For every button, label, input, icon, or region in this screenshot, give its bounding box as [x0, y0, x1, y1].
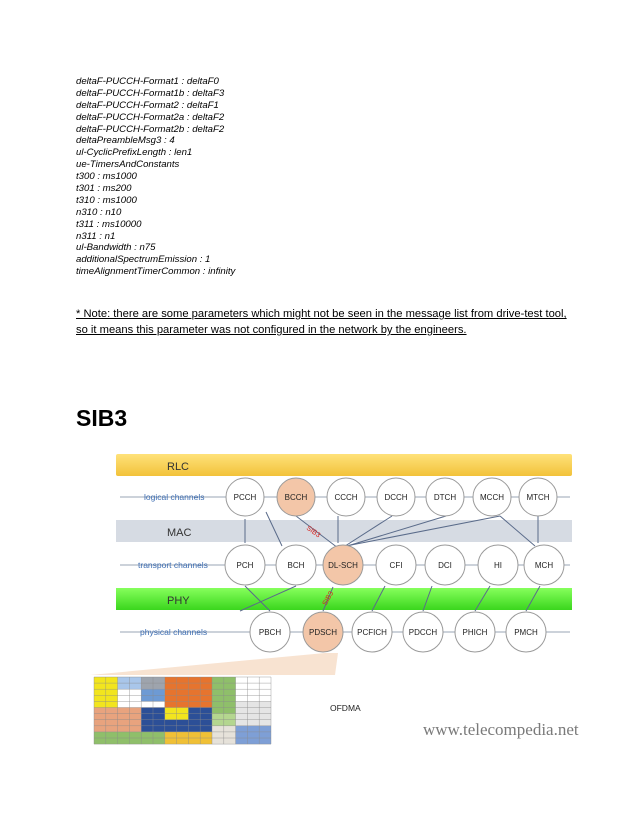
- pdsch-projection: [90, 653, 338, 675]
- physical-row-label: physical channels: [140, 627, 208, 637]
- logical-label-mtch: MTCH: [526, 493, 550, 502]
- parameter-line: deltaF-PUCCH-Format2b : deltaF2: [76, 123, 225, 135]
- resource-block: [236, 726, 271, 744]
- parameter-list: [76, 76, 235, 278]
- parameter-line: ul-CyclicPrefixLength : len1: [76, 147, 193, 159]
- logical-row-label: logical channels: [144, 492, 205, 502]
- parameter-line: timeAlignmentTimerCommon : infinity: [76, 266, 236, 278]
- parameter-line: t311 : ms10000: [76, 218, 142, 230]
- parameter-line: deltaF-PUCCH-Format1 : deltaF0: [76, 76, 219, 87]
- logical-label-dtch: DTCH: [433, 493, 457, 502]
- parameter-line: t310 : ms1000: [76, 194, 137, 206]
- physical-label-phich: PHICH: [462, 628, 488, 637]
- parameter-line: deltaF-PUCCH-Format2a : deltaF2: [76, 111, 225, 123]
- logical-label-dcch: DCCH: [384, 493, 408, 502]
- transport-label-cfi: CFI: [389, 561, 403, 570]
- transport-label-pch: PCH: [236, 561, 254, 570]
- parameter-line: deltaF-PUCCH-Format2 : deltaF1: [76, 99, 219, 111]
- physical-label-pbch: PBCH: [258, 628, 282, 637]
- rlc-layer-label: RLC: [167, 461, 190, 473]
- transport-label-dci: DCI: [438, 561, 452, 570]
- parameter-line: t301 : ms200: [76, 183, 132, 195]
- physical-label-pdsch: PDSCH: [308, 628, 338, 637]
- parameter-line: ul-Bandwidth : n75: [76, 242, 156, 254]
- parameter-line: deltaPreambleMsg3 : 4: [76, 135, 175, 147]
- phy-layer-label: PHY: [167, 595, 190, 607]
- parameter-line: n310 : n10: [76, 206, 122, 218]
- logical-label-bcch: BCCH: [284, 493, 308, 502]
- physical-label-pmch: PMCH: [514, 628, 538, 637]
- transport-label-dl-sch: DL-SCH: [328, 561, 358, 570]
- transport-label-mch: MCH: [534, 561, 554, 570]
- logical-label-mcch: MCCH: [480, 493, 504, 502]
- ofdma-label: OFDMA: [330, 703, 361, 713]
- mac-layer-label: MAC: [167, 527, 192, 539]
- logical-label-ccch: CCCH: [334, 493, 358, 502]
- physical-label-pcfich: PCFICH: [357, 628, 387, 637]
- transport-label-bch: BCH: [287, 561, 305, 570]
- watermark-text: www.telecompedia.net: [423, 720, 579, 739]
- note-text: * Note: there are some parameters which might not be seen in the message list from drive-test tool, so it means this parameter was not configured in the network by the engineers.: [76, 308, 567, 336]
- parameter-line: t300 : ms1000: [76, 171, 137, 183]
- lte-channel-mapping-diagram: [80, 450, 580, 750]
- transport-label-hi: HI: [494, 561, 502, 570]
- transport-channel-nodes: [225, 545, 564, 585]
- parameter-line: n311 : n1: [76, 230, 116, 242]
- logical-label-pcch: PCCH: [233, 493, 257, 502]
- parameter-line: additionalSpectrumEmission : 1: [76, 254, 211, 266]
- sib3-tag-phy: SIB3: [321, 590, 336, 607]
- physical-label-pdcch: PDCCH: [408, 628, 438, 637]
- parameter-line: deltaF-PUCCH-Format1b : deltaF3: [76, 87, 225, 99]
- parameter-line: ue-TimersAndConstants: [76, 159, 180, 171]
- ofdma-resource-grid: [94, 677, 271, 744]
- section-heading: SIB3: [76, 405, 128, 431]
- transport-row-label: transport channels: [138, 560, 208, 570]
- sib3-tag-mac: SIB3: [304, 524, 322, 540]
